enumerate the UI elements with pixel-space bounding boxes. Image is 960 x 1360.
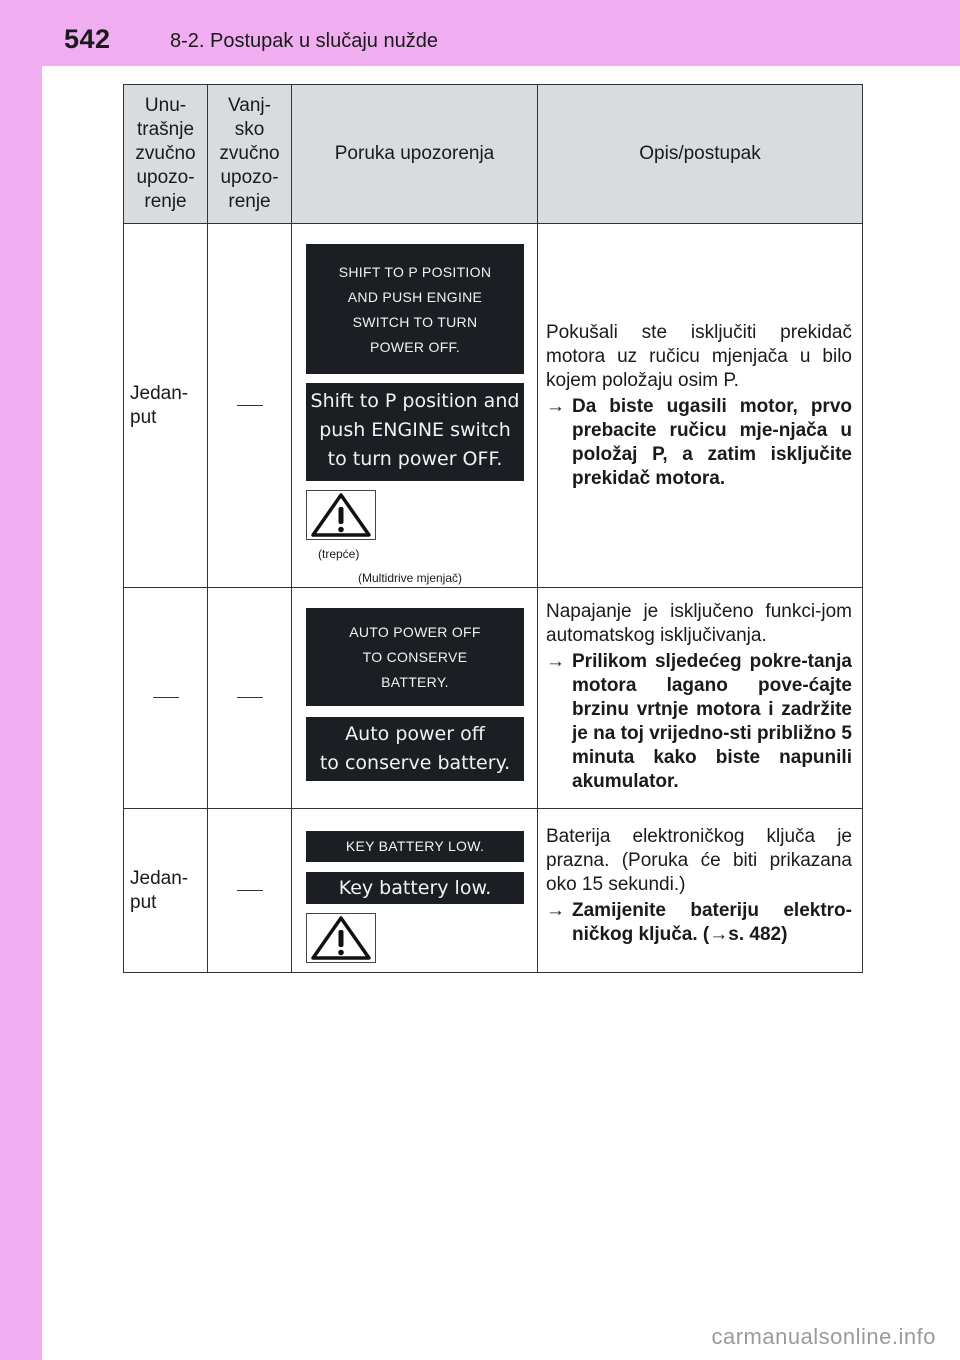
arrow-icon: → <box>546 395 565 417</box>
display-line: to turn power OFF. <box>327 448 503 470</box>
warning-triangle-icon <box>306 913 376 963</box>
action-text: Da biste ugasili motor, prvo prebacite ručicu mje-njača u položaj P, a zatim isključite prekidač motora. <box>572 395 852 489</box>
internal-buzzer-cell <box>124 809 208 973</box>
table-header-row <box>124 85 863 224</box>
message-display-graphic <box>306 717 524 781</box>
section-title: 8-2. Postupak u slučaju nužde <box>170 30 438 52</box>
table-row <box>124 588 863 809</box>
header-line: Unu- <box>144 95 187 116</box>
display-line: TO CONSERVE <box>362 649 468 665</box>
message-display-graphic <box>306 383 524 481</box>
display-line: SHIFT TO P POSITION <box>338 264 492 280</box>
header-line: sko <box>234 119 265 140</box>
header-line: zvučno <box>135 143 196 164</box>
display-line: Shift to P position and <box>310 390 520 412</box>
display-line: Key battery low. <box>338 877 492 899</box>
internal-buzzer-cell <box>124 224 208 588</box>
dash-mark <box>237 890 263 891</box>
header-external-buzzer <box>208 85 292 224</box>
warning-table <box>123 84 863 973</box>
header-warning-message: Poruka upozorenja <box>292 85 538 224</box>
transmission-caption: (Multidrive mjenjač) <box>358 571 463 585</box>
header-line: Vanj- <box>228 95 271 116</box>
dash-mark <box>237 697 263 698</box>
internal-buzzer-text: Jedan- <box>130 867 189 889</box>
display-line: to conserve battery. <box>319 752 511 774</box>
description-text: Baterija elektroničkog ključa je prazna. (Poruka će biti prikazana oko 15 sekundi.) <box>546 826 852 895</box>
display-line: AND PUSH ENGINE <box>347 289 483 305</box>
header-line: renje <box>228 191 271 212</box>
warning-triangle-icon <box>306 490 376 540</box>
table-row <box>124 809 863 973</box>
action-text: Zamijenite bateriju elektro-ničkog ključa. (→s. 482) <box>572 900 852 945</box>
internal-buzzer-text: Jedan- <box>130 382 189 404</box>
header-description: Opis/postupak <box>538 85 863 224</box>
external-buzzer-cell <box>208 224 292 588</box>
header-line: zvučno <box>219 143 280 164</box>
header-internal-buzzer <box>124 85 208 224</box>
internal-buzzer-text: put <box>130 406 157 428</box>
message-display-text <box>306 244 524 374</box>
message-display-graphic <box>306 872 524 904</box>
sidebar-tab <box>0 0 42 1360</box>
arrow-icon: → <box>546 900 565 921</box>
description-text: Pokušali ste isključiti prekidač motora uz ručicu mjenjača u bilo kojem položaju osim P. <box>546 321 852 391</box>
external-buzzer-cell <box>208 588 292 809</box>
header-line: upozo- <box>136 167 195 188</box>
internal-buzzer-cell <box>124 588 208 809</box>
description-cell <box>538 809 863 973</box>
table-row <box>124 224 863 588</box>
message-cell <box>292 224 538 588</box>
action-item <box>546 899 852 947</box>
page-number: 542 <box>64 24 111 54</box>
display-line: KEY BATTERY LOW. <box>345 838 485 854</box>
display-line: POWER OFF. <box>369 339 461 355</box>
description-cell <box>538 588 863 809</box>
message-cell <box>292 809 538 973</box>
top-band <box>0 0 960 66</box>
header-line: trašnje <box>136 119 195 140</box>
dash-mark <box>237 405 263 406</box>
header-line: upozo- <box>220 167 279 188</box>
action-text: Prilikom sljedećeg pokre-tanja motora lagano pove-ćajte brzinu vrtnje motora i zadržite je na toj vrijedno-sti približno 5 minuta kako biste napunili akumulator. <box>572 651 852 792</box>
external-buzzer-cell <box>208 809 292 973</box>
display-line: BATTERY. <box>381 674 449 690</box>
action-item <box>546 395 852 491</box>
message-display-text <box>306 831 524 862</box>
arrow-icon: → <box>546 651 565 672</box>
display-line: AUTO POWER OFF <box>349 624 481 640</box>
message-display-text <box>306 608 524 706</box>
blink-note: (trepće) <box>318 547 360 561</box>
display-line: Auto power off <box>345 723 485 745</box>
description-cell <box>538 224 863 588</box>
internal-buzzer-text: put <box>130 891 157 913</box>
description-text: Napajanje je isključeno funkci-jom automatskog isključivanja. <box>546 601 852 646</box>
watermark: carmanualsonline.info <box>711 1324 936 1349</box>
display-line: push ENGINE switch <box>319 419 511 441</box>
header-line: renje <box>144 191 187 212</box>
display-line: SWITCH TO TURN <box>352 314 478 330</box>
dash-mark <box>153 697 179 698</box>
action-item <box>546 650 852 794</box>
message-cell <box>292 588 538 809</box>
